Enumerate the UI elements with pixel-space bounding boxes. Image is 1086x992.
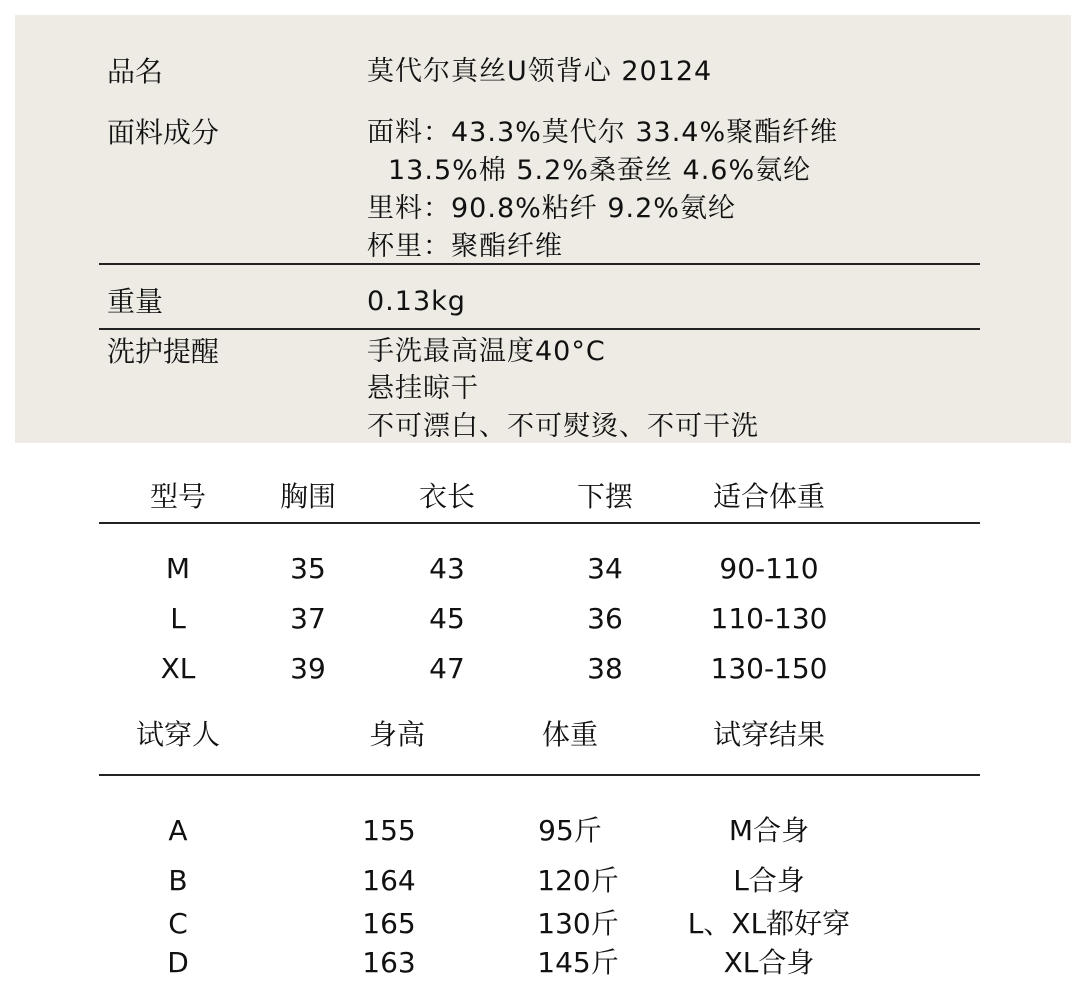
length-cell: 45: [429, 602, 465, 635]
length-cell: 47: [429, 652, 465, 685]
weight-label: 重量: [107, 285, 164, 318]
size-header-cell: 适合体重: [712, 480, 825, 513]
fit-result-cell: XL合身: [723, 946, 815, 979]
length-cell: 43: [429, 552, 465, 585]
size-cell: L: [170, 602, 186, 635]
fit-header-cell: 体重: [541, 718, 598, 751]
body-weight-cell: 145斤: [537, 946, 619, 979]
size-cell: XL: [160, 652, 196, 685]
tester-cell: D: [167, 946, 189, 979]
weight-range-cell: 110-130: [710, 602, 828, 635]
weight-range-cell: 90-110: [719, 552, 819, 585]
size-header-cell: 型号: [149, 480, 206, 513]
fabric-line: 面料：43.3%莫代尔 33.4%聚酯纤维: [367, 117, 839, 148]
product-name-label: 品名: [107, 55, 164, 88]
body-weight-cell: 95斤: [538, 814, 602, 847]
fit-header-cell: 试穿结果: [712, 718, 825, 751]
chest-cell: 37: [290, 602, 326, 635]
fit-result-cell: M合身: [728, 814, 810, 847]
body-weight-cell: 120斤: [537, 864, 619, 897]
size-cell: M: [165, 552, 191, 585]
tester-cell: C: [168, 907, 188, 940]
height-cell: 155: [362, 814, 416, 847]
fit-result-cell: L、XL都好穿: [687, 907, 851, 940]
care-line: 不可漂白、不可熨烫、不可干洗: [367, 411, 759, 442]
table-header-rule: [99, 774, 980, 776]
height-cell: 164: [362, 864, 416, 897]
hem-cell: 38: [587, 652, 623, 685]
fit-header-cell: 试穿人: [135, 718, 220, 751]
height-cell: 163: [362, 946, 416, 979]
table-header-rule: [99, 522, 980, 524]
fabric-line: 杯里：聚酯纤维: [367, 231, 563, 262]
tester-cell: A: [168, 814, 188, 847]
hem-cell: 34: [587, 552, 623, 585]
chest-cell: 35: [290, 552, 326, 585]
size-header-cell: 衣长: [418, 480, 475, 513]
weight-range-cell: 130-150: [710, 652, 828, 685]
hem-cell: 36: [587, 602, 623, 635]
divider: [99, 263, 980, 265]
fit-header-cell: 身高: [368, 718, 425, 751]
size-header-cell: 胸围: [279, 480, 336, 513]
divider: [99, 328, 980, 330]
care-line: 悬挂晾干: [367, 373, 479, 404]
fabric-composition-label: 面料成分: [107, 116, 220, 149]
height-cell: 165: [362, 907, 416, 940]
fabric-line: 里料：90.8%粘纤 9.2%氨纶: [367, 193, 736, 224]
body-weight-cell: 130斤: [537, 907, 619, 940]
weight-value: 0.13kg: [367, 286, 466, 317]
tester-cell: B: [168, 864, 188, 897]
care-label: 洗护提醒: [107, 335, 220, 368]
care-line: 手洗最高温度40°C: [367, 336, 606, 367]
fabric-line: 13.5%棉 5.2%桑蚕丝 4.6%氨纶: [388, 155, 812, 186]
fit-result-cell: L合身: [733, 864, 805, 897]
chest-cell: 39: [290, 652, 326, 685]
product-name-value: 莫代尔真丝U领背心 20124: [367, 56, 713, 87]
size-header-cell: 下摆: [576, 480, 633, 513]
